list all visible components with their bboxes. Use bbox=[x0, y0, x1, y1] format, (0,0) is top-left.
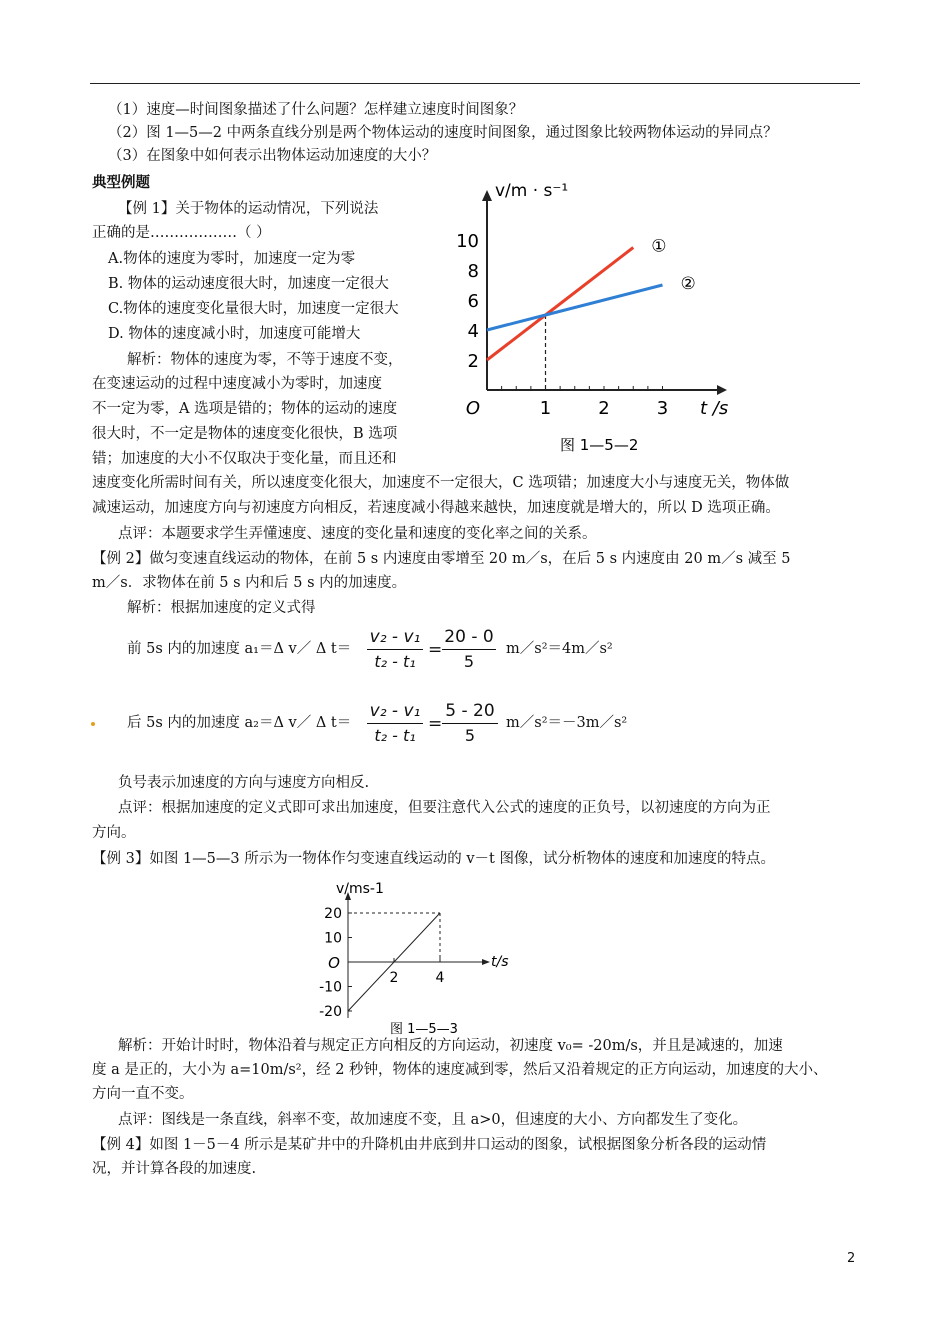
ex2-note: 负号表示加速度的方向与速度方向相反. bbox=[118, 775, 370, 791]
x-tick-label: 3 bbox=[656, 398, 669, 419]
ex2-text-a: 【例 2】做匀变速直线运动的物体，在前 5 s 内速度由零增至 20 m／s，在后 5 s 内速度由 20 m／s 减至 5 bbox=[92, 551, 791, 567]
x-axis-arrow bbox=[482, 959, 490, 965]
formula-1-symbolic-fraction bbox=[367, 627, 423, 671]
ex1-analysis-6: 速度变化所需时间有关，所以速度变化很大，加速度不一定很大，C 选项错；加速度大小与速度无关，物体做 bbox=[92, 475, 790, 491]
formula-1-denominator: t₂ - t₁ bbox=[374, 652, 416, 671]
ex1-comment: 点评：本题要求学生弄懂速度、速度的变化量和速度的变化率之间的关系。 bbox=[118, 526, 597, 542]
velocity-time-chart-2 bbox=[310, 878, 530, 1038]
ex3-analysis-b: 度 a 是正的，大小为 a=10m/s²，经 2 秒钟，物体的速度减到零，然后又沿着规定的正方向运动，加速度的大小、 bbox=[92, 1062, 828, 1078]
formula-2-suffix: m／s²＝－3m／s² bbox=[506, 715, 628, 731]
y-axis-label: v/m · s⁻¹ bbox=[495, 181, 569, 201]
formula-1-prefix: 前 5s 内的加速度 a₁＝Δ v／ Δ t＝ bbox=[127, 641, 352, 657]
ex1-analysis-1: 解析：物体的速度为零，不等于速度不变， bbox=[127, 352, 403, 368]
header-rule bbox=[90, 83, 860, 84]
ex1-analysis-7: 减速运动，加速度方向与初速度方向相反，若速度减小得越来越快，加速度就是增大的，所以 D 选项正确。 bbox=[92, 500, 780, 516]
x-tick-label: 4 bbox=[435, 970, 445, 986]
fraction-bar bbox=[367, 723, 423, 724]
formula-1-numerator: v₂ - v₁ bbox=[369, 627, 421, 647]
x-tick-label: 2 bbox=[389, 970, 399, 986]
origin-label: O bbox=[328, 954, 340, 972]
series-label-1: ① bbox=[651, 236, 667, 257]
y-tick-label: 6 bbox=[467, 291, 479, 312]
x-tick-label: 1 bbox=[539, 398, 552, 419]
y-axis-label: v/ms-1 bbox=[336, 881, 384, 897]
ex2-text-b: m／s．求物体在前 5 s 内和后 5 s 内的加速度。 bbox=[92, 575, 407, 591]
ex2-comment-a: 点评：根据加速度的定义式即可求出加速度，但要注意代入公式的速度的正负号，以初速度的方向为正 bbox=[118, 800, 771, 816]
formula-1-suffix: m／s²＝4m／s² bbox=[506, 641, 613, 657]
x-axis-label: t /s bbox=[700, 398, 729, 419]
formula-1-value-fraction bbox=[442, 627, 496, 671]
ex2-analysis: 解析：根据加速度的定义式得 bbox=[127, 600, 316, 616]
ex4-text-b: 况，并计算各段的加速度. bbox=[92, 1161, 257, 1177]
origin-label: O bbox=[465, 398, 481, 419]
velocity-time-chart-1 bbox=[455, 170, 755, 460]
formula-2-numerator: v₂ - v₁ bbox=[369, 701, 421, 721]
section-title: 典型例题 bbox=[92, 175, 150, 191]
chart-caption: 图 1—5—2 bbox=[560, 436, 639, 454]
chart-caption: 图 1—5—3 bbox=[390, 1022, 458, 1037]
page-number: 2 bbox=[847, 1251, 856, 1266]
formula-2-value-denominator: 5 bbox=[464, 726, 476, 745]
ex3-analysis-a: 解析：开始计时时，物体沿着与规定正方向相反的方向运动，初速度 v₀= -20m/s，并且是减速的，加速 bbox=[118, 1038, 783, 1054]
formula-1-value-numerator: 20 - 0 bbox=[444, 627, 494, 647]
formula-1-value-denominator: 5 bbox=[463, 652, 475, 671]
x-axis-label: t/s bbox=[491, 954, 509, 970]
fraction-bar bbox=[367, 649, 423, 650]
fraction-bar bbox=[442, 649, 496, 650]
ex3-analysis-c: 方向一直不变。 bbox=[92, 1086, 194, 1102]
x-axis-arrow bbox=[717, 385, 727, 395]
formula-2-prefix: 后 5s 内的加速度 a₂＝Δ v／ Δ t＝ bbox=[127, 715, 352, 731]
formula-2-value-fraction bbox=[442, 701, 498, 745]
y-axis-arrow bbox=[482, 190, 492, 201]
equals-sign: = bbox=[428, 714, 443, 734]
y-tick-label: -10 bbox=[319, 979, 342, 996]
fraction-bar bbox=[442, 723, 498, 724]
y-tick-label: 10 bbox=[324, 930, 342, 947]
y-tick-label: 8 bbox=[467, 261, 479, 282]
y-tick-label: 4 bbox=[467, 321, 479, 342]
ex1-option-a: A.物体的速度为零时，加速度一定为零 bbox=[108, 251, 356, 267]
formula-2-value-numerator: 5 - 20 bbox=[445, 701, 495, 721]
series-label-2: ② bbox=[680, 274, 696, 294]
question-2: （2）图 1—5—2 中两条直线分别是两个物体运动的速度时间图象，通过图象比较两物体运动的异同点？ bbox=[108, 125, 778, 141]
ex1-analysis-3: 不一定为零，A 选项是错的；物体的运动的速度 bbox=[92, 401, 398, 417]
equals-sign: = bbox=[428, 640, 443, 660]
ex1-option-b: B. 物体的运动速度很大时，加速度一定很大 bbox=[108, 276, 389, 292]
ex1-analysis-2: 在变速运动的过程中速度减小为零时，加速度 bbox=[92, 376, 382, 392]
ex1-intro-a: 【例 1】关于物体的运动情况，下列说法 bbox=[118, 201, 379, 217]
ex1-intro-b: 正确的是………………（ ） bbox=[92, 225, 271, 241]
ex2-comment-b: 方向。 bbox=[92, 825, 136, 841]
formula-2-denominator: t₂ - t₁ bbox=[374, 726, 416, 745]
y-tick-label: 10 bbox=[456, 231, 479, 252]
ex1-option-c: C.物体的速度变化量很大时，加速度一定很大 bbox=[108, 301, 399, 317]
series-line-1 bbox=[487, 248, 633, 361]
y-tick-label: 2 bbox=[467, 351, 479, 372]
question-1: （1）速度—时间图象描述了什么问题？怎样建立速度时间图象？ bbox=[108, 102, 524, 118]
ex3-comment: 点评：图线是一条直线，斜率不变，故加速度不变，且 a>0，但速度的大小、方向都发生了变化。 bbox=[118, 1112, 748, 1128]
x-tick-label: 2 bbox=[598, 398, 610, 419]
y-tick-label: 20 bbox=[324, 906, 342, 922]
ex1-option-d: D. 物体的速度减小时，加速度可能增大 bbox=[108, 326, 361, 342]
ex1-analysis-5: 错；加速度的大小不仅取决于变化量，而且还和 bbox=[92, 451, 397, 467]
formula-2-symbolic-fraction bbox=[367, 701, 423, 745]
ex3-text: 【例 3】如图 1—5—3 所示为一物体作匀变速直线运动的 v－t 图像，试分析物体的速度和加速度的特点。 bbox=[92, 851, 775, 867]
margin-dot bbox=[91, 722, 95, 726]
ex4-text-a: 【例 4】如图 1－5－4 所示是某矿井中的升降机由井底到井口运动的图象，试根据图象分析各段的运动情 bbox=[92, 1137, 767, 1153]
y-tick-label: -20 bbox=[319, 1004, 342, 1020]
question-3: （3）在图象中如何表示出物体运动加速度的大小？ bbox=[108, 148, 437, 164]
ex1-analysis-4: 很大时，不一定是物体的速度变化很快，B 选项 bbox=[92, 426, 398, 442]
